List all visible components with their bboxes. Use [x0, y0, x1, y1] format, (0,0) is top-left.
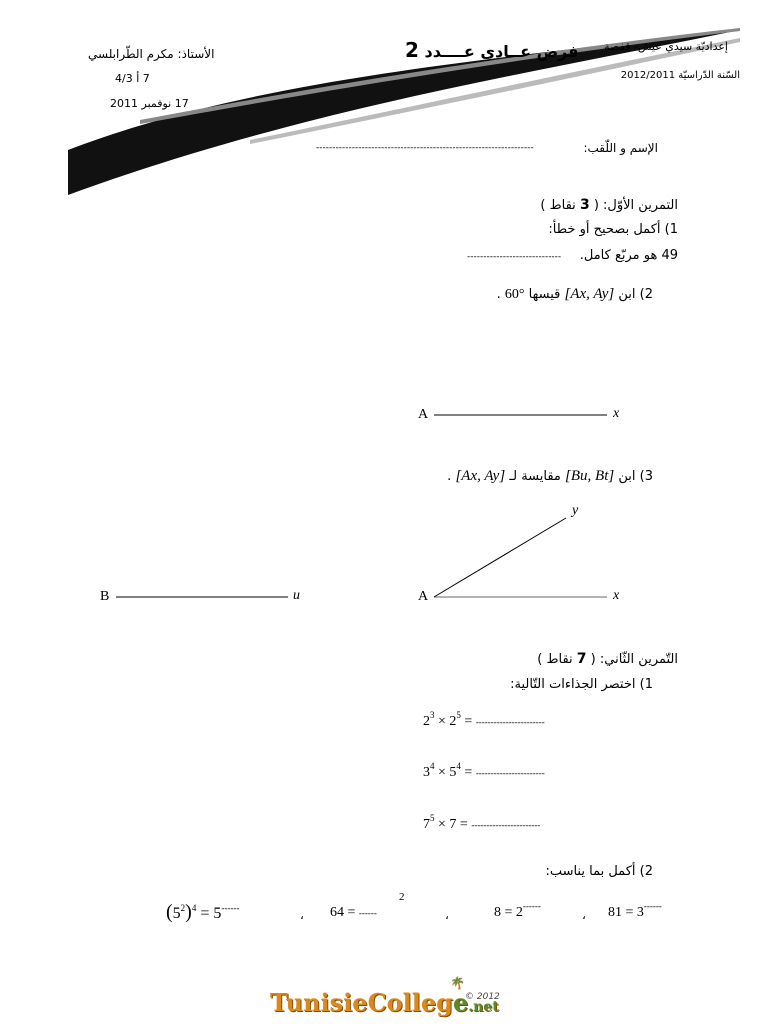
exam-date: 17 نوفمبر 2011 — [110, 97, 189, 110]
footer-logo-suffix: .net — [468, 999, 499, 1015]
ex2-q1 — [510, 677, 653, 692]
ex1-q3 — [447, 468, 653, 485]
separator-1: ، — [582, 908, 586, 922]
fill-81: 81 = 3------ — [608, 901, 662, 920]
school-name: إعداديّة سيدي عيش- قفصة — [604, 40, 728, 53]
ex1-q3-end: . — [447, 469, 452, 484]
ex1-q3-text: ابن — [618, 469, 636, 484]
fig2-point-a: A — [418, 589, 429, 604]
ex1-q3-number: 3) — [639, 469, 653, 484]
ex1-q2: 2) ابن [Ax, Ay] قيسها 60° . — [496, 286, 653, 302]
ex2-q2 — [545, 864, 653, 879]
separator-3: ، — [300, 908, 304, 922]
exercise2-title-pre: التّمرين الثّاني: ( — [590, 652, 678, 667]
fill-81-answer[interactable]: ------ — [643, 901, 662, 911]
ex1-q1-text: أكمل بصحيح أو خطأ: — [548, 222, 661, 237]
product-row-1: $2^3 \times 2^5$ = ----------------------- — [423, 710, 545, 729]
ex2-q2-text: أكمل بما يناسب: — [545, 864, 636, 879]
ex2-q1-number: 1) — [639, 677, 653, 692]
ex2-q1-text: اختصر الجذاءات التّالية: — [510, 677, 636, 692]
exercise1-title-pre: التمرين الأوّل: ( — [593, 198, 678, 213]
name-input-line[interactable]: ------------------------------------------------------------------- — [316, 143, 534, 153]
ex1-q3-angle2: [Ax, Ay] — [455, 468, 506, 484]
fig1-ray-x: x — [613, 406, 620, 421]
fill-8-answer[interactable]: ------ — [522, 901, 541, 911]
fig3-ray-u: u — [293, 588, 300, 603]
ex1-q2-angle: [Ax, Ay] — [564, 286, 615, 302]
ex1-q1-number: 1) — [664, 222, 678, 237]
ex1-q3-angle1: [Bu, Bt] — [565, 468, 615, 484]
ex1-q3-text2: مقايسة لـ — [509, 469, 561, 484]
exercise2-points: 7 — [576, 651, 587, 667]
teacher-name: الأستاذ: مكرم الطّرابلسي — [88, 47, 215, 61]
fill-64-exponent: 2 — [399, 891, 405, 903]
ex1-q2-value: 60° — [504, 287, 525, 302]
school-year: السّنة الدّراسيّة 2012/2011 — [620, 70, 740, 81]
fig3-point-b: B — [100, 589, 110, 604]
palm-icon: 🌴 — [450, 976, 465, 990]
fill-power-answer[interactable]: ------ — [221, 903, 240, 913]
ex2-q2-number: 2) — [639, 864, 653, 879]
product-2-answer-line[interactable]: ----------------------- — [475, 768, 545, 778]
separator-2: ، — [445, 908, 449, 922]
ex1-q2-number: 2) — [639, 287, 653, 302]
ex1-q1-answer-line[interactable]: ----------------------------- — [467, 252, 562, 262]
ex1-q2-text2: قيسها — [528, 287, 561, 302]
exam-title-text: فرض عــادي عــــدد — [424, 42, 579, 61]
name-label: الإسم و اللّقب: — [583, 141, 658, 155]
exercise2-title — [537, 651, 678, 667]
exam-number: 2 — [405, 38, 419, 62]
product-row-2: $3^4 \times 5^4$ = ----------------------- — [423, 761, 545, 780]
class-label: 7 أ 4/3 — [115, 72, 150, 85]
fill-8: 8 = 2------ — [494, 901, 541, 920]
fig1-point-a: A — [418, 407, 429, 422]
fill-64: 64 = ------ — [330, 905, 377, 920]
ex1-q2-text: ابن — [618, 287, 636, 302]
fig2-ray-x: x — [613, 588, 620, 603]
footer-copyright: © 2012 — [465, 992, 500, 1002]
fill-power: $(5^2)^4 = 5^{------}$ — [166, 901, 240, 923]
exercise1-points: 3 — [579, 197, 590, 213]
exercise1-title-post: نقاط ) — [540, 198, 576, 213]
fill-64-answer[interactable]: ------ — [358, 908, 377, 918]
footer-logo-e: e — [452, 988, 469, 1017]
product-1-answer-line[interactable]: ----------------------- — [475, 717, 545, 727]
fig2-ray-y: y — [572, 503, 579, 518]
exercise2-title-post: نقاط ) — [537, 652, 573, 667]
product-row-3: $7^5 \times 7$ = ----------------------- — [423, 813, 541, 832]
footer-logo-text: TunisieColleg — [270, 988, 453, 1017]
ex1-q1-statement: 49 هو مربّع كامل. — [579, 248, 678, 263]
product-3-answer-line[interactable]: ----------------------- — [471, 820, 541, 830]
